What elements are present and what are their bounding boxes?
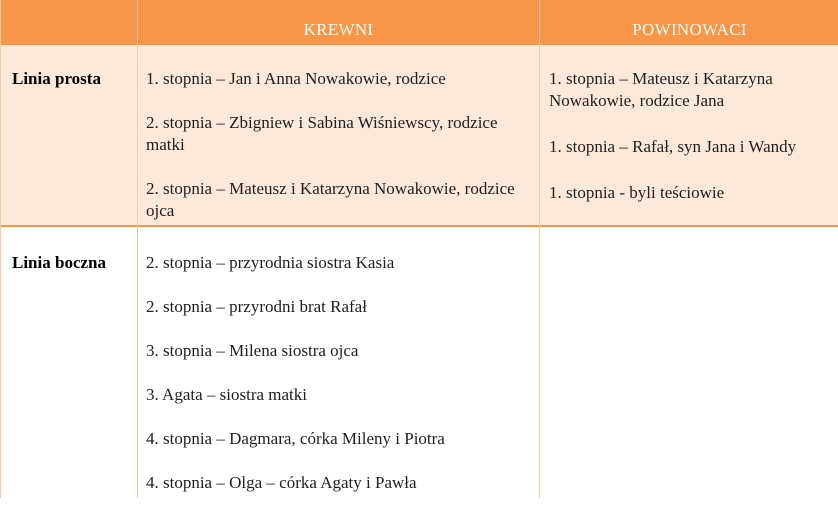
list-item: 2. stopnia – przyrodnia siostra Kasia bbox=[146, 253, 395, 272]
header-empty-cell bbox=[1, 0, 137, 45]
list-item: 3. stopnia – Milena siostra ojca bbox=[146, 341, 359, 360]
list-item: 4. stopnia – Dagmara, córka Mileny i Piotra bbox=[146, 429, 445, 448]
list-item: 1. stopnia – Mateusz i Katarzyna Nowakowie, rodzice Jana bbox=[549, 69, 773, 110]
cell-powinowaci-linia-prosta bbox=[549, 68, 804, 228]
list-item: 1. stopnia – Jan i Anna Nowakowie, rodzice bbox=[146, 69, 446, 88]
header-powinowaci: POWINOWACI bbox=[539, 0, 838, 45]
column-divider bbox=[137, 45, 138, 498]
column-divider bbox=[539, 45, 540, 498]
row-label-linia-boczna: Linia boczna bbox=[12, 253, 106, 272]
table-row-linia-prosta bbox=[1, 45, 838, 227]
list-item: 1. stopnia – Rafał, syn Jana i Wandy bbox=[549, 137, 797, 156]
table-row-linia-boczna bbox=[1, 227, 838, 498]
row-label-linia-prosta: Linia prosta bbox=[12, 69, 101, 88]
table-header bbox=[1, 0, 838, 45]
list-item: 4. stopnia – Olga – córka Agaty i Pawła bbox=[146, 473, 417, 492]
list-item: 2. stopnia – Mateusz i Katarzyna Nowakowie, rodzice ojca bbox=[146, 179, 515, 220]
list-item: 1. stopnia - byli teściowie bbox=[549, 183, 725, 202]
list-item: 3. Agata – siostra matki bbox=[146, 385, 308, 404]
cell-krewni-linia-boczna bbox=[146, 252, 526, 516]
cell-krewni-linia-prosta bbox=[146, 68, 516, 244]
list-item: 2. stopnia – przyrodni brat Rafał bbox=[146, 297, 367, 316]
header-krewni: KREWNI bbox=[137, 0, 539, 45]
list-item: 2. stopnia – Zbigniew i Sabina Wiśniewscy, rodzice matki bbox=[146, 113, 498, 154]
